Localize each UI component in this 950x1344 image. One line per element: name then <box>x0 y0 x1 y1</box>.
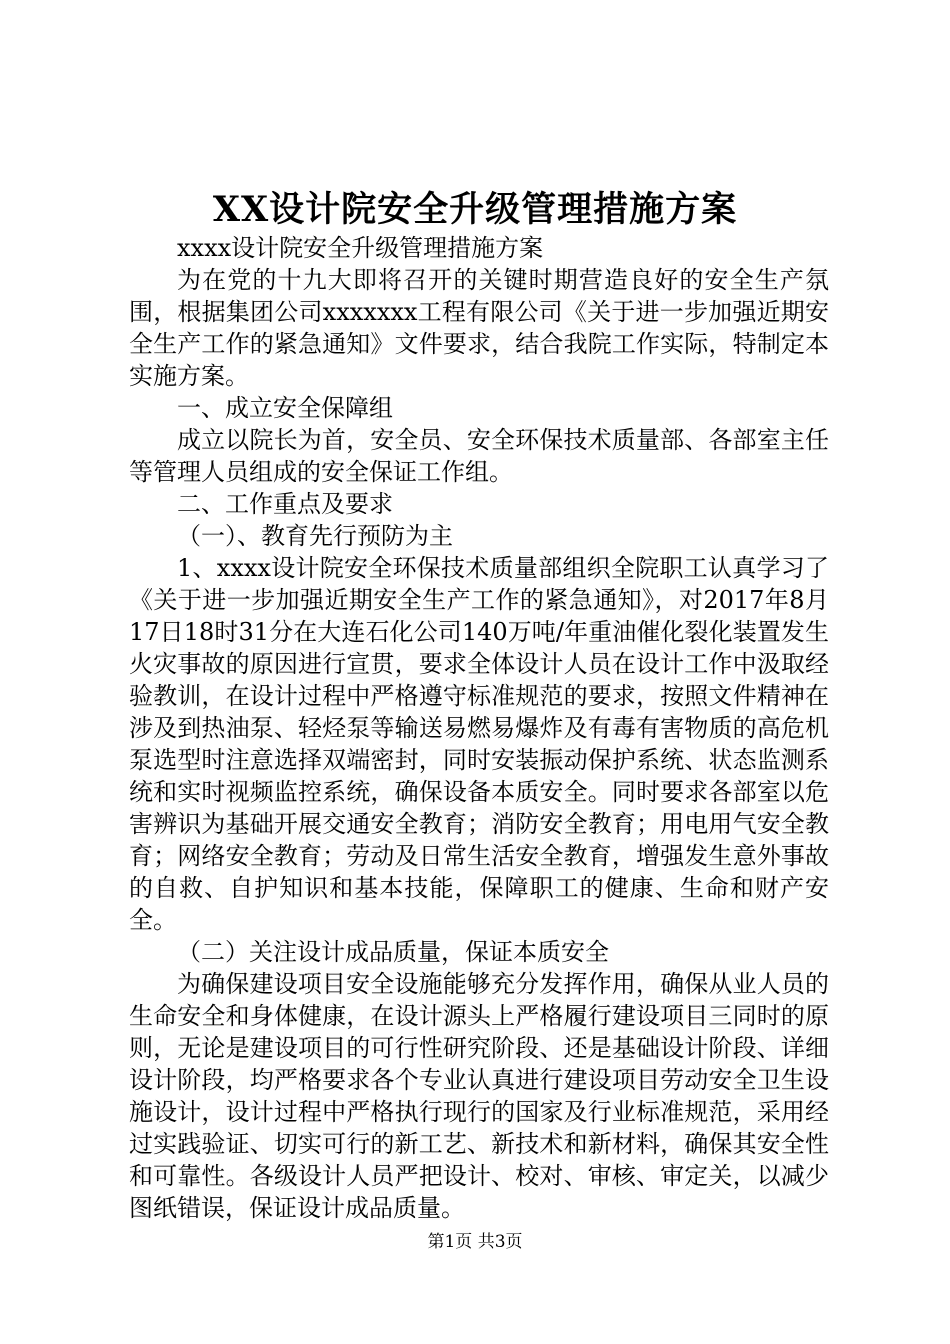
subsection-heading-2: （二）关注设计成品质量，保证本质安全 <box>177 938 609 966</box>
subsection-heading-1: （一）、教育先行预防为主 <box>177 522 453 550</box>
section-heading-2: 二、工作重点及要求 <box>177 490 393 518</box>
paragraph-section-1: 成立以院长为首，安全员、安全环保技术质量部、各部室主任等管理人员组成的安全保证工作组。 <box>129 426 829 486</box>
paragraph-subsection-2: 为确保建设项目安全设施能够充分发挥作用，确保从业人员的生命安全和身体健康，在设计源头上严格履行建设项目三同时的原则，无论是建设项目的可行性研究阶段、还是基础设计阶段、详细设计阶段，均严格要求各个专业认真进行建设项目劳动安全卫生设施设计，设计过程中严格执行现行的国家及行业标准规范，采用经过实践验证、切实可行的新工艺、新技术和新材料，确保其安全性和可靠性。各级设计人员严把设计、校对、审核、审定关，以减少图纸错误，保证设计成品质量。 <box>129 970 829 1222</box>
paragraph-subtitle: xxxx设计院安全升级管理措施方案 <box>177 234 544 262</box>
section-heading-1: 一、成立安全保障组 <box>177 394 393 422</box>
document-body <box>129 232 829 1224</box>
document-title: XX设计院安全升级管理措施方案 <box>212 189 738 230</box>
paragraph-item-1: 1、xxxx设计院安全环保技术质量部组织全院职工认真学习了《关于进一步加强近期安全生产工作的紧急通知》，对2017年8月17日18时31分在大连石化公司140万吨/年重油催化裂化装置发生火灾事故的原因进行宣贯，要求全体设计人员在设计工作中汲取经验教训，在设计过程中严格遵守标准规范的要求，按照文件精神在涉及到热油泵、轻烃泵等输送易燃易爆炸及有毒有害物质的高危机泵选型时注意选择双端密封，同时安装振动保护系统、状态监测系统和实时视频监控系统，确保设备本质安全。同时要求各部室以危害辨识为基础开展交通安全教育；消防安全教育；用电用气安全教育；网络安全教育；劳动及日常生活安全教育，增强发生意外事故的自救、自护知识和基本技能，保障职工的健康、生命和财产安全。 <box>129 554 829 934</box>
page-number-footer: 第1页 共3页 <box>427 1232 523 1252</box>
paragraph-intro: 为在党的十九大即将召开的关键时期营造良好的安全生产氛围，根据集团公司xxxxxxx工程有限公司《关于进一步加强近期安全生产工作的紧急通知》文件要求，结合我院工作实际，特制定本实施方案。 <box>129 266 829 390</box>
